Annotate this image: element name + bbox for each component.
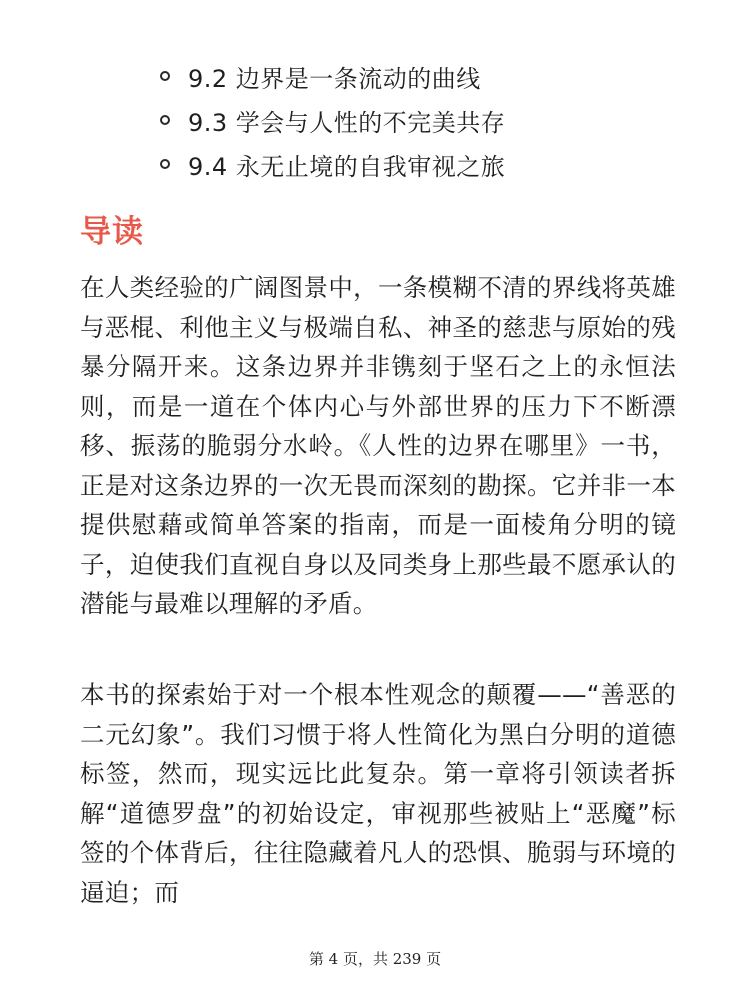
body-paragraph: 在人类经验的广阔图景中，一条模糊不清的界线将英雄与恶棍、利他主义与极端自私、神圣的慈悲与原始的残暴分隔开来。这条边界并非镌刻于坚石之上的永恒法则，而是一道在个体内心与外部世界的压力下不断漂移、振荡的脆弱分水岭。《人性的边界在哪里》一书，正是对这条边界的一次无畏而深刻的勘探。它并非一本提供慰藉或简单答案的指南，而是一面棱角分明的镜子，迫使我们直视自身以及同类身上那些最不愿承认的潜能与最难以理解的矛盾。 [80,273,676,618]
toc-item-label: 9.2 边界是一条流动的曲线 [188,64,481,93]
toc-item-label: 9.3 学会与人性的不完美共存 [188,108,506,137]
toc-item[interactable] [160,142,505,186]
toc-item[interactable] [160,54,505,98]
body-paragraph: 本书的探索始于对一个根本性观念的颠覆——“善恶的二元幻象”。我们习惯于将人性简化为黑白分明的道德标签，然而，现实远比此复杂。第一章将引领读者拆解“道德罗盘”的初始设定，审视那些被贴上“恶魔”标签的个体背后，往往隐藏着凡人的恐惧、脆弱与环境的逼迫；而 [80,680,676,907]
toc-item-label: 9.4 永无止境的自我审视之旅 [188,152,506,181]
circle-bullet-icon [160,71,170,81]
section-title: 导读 [80,214,144,250]
table-of-contents [160,54,505,186]
page-indicator: 第 4 页，共 239 页 [308,950,442,968]
circle-bullet-icon [160,115,170,125]
circle-bullet-icon [160,159,170,169]
toc-item[interactable] [160,98,505,142]
